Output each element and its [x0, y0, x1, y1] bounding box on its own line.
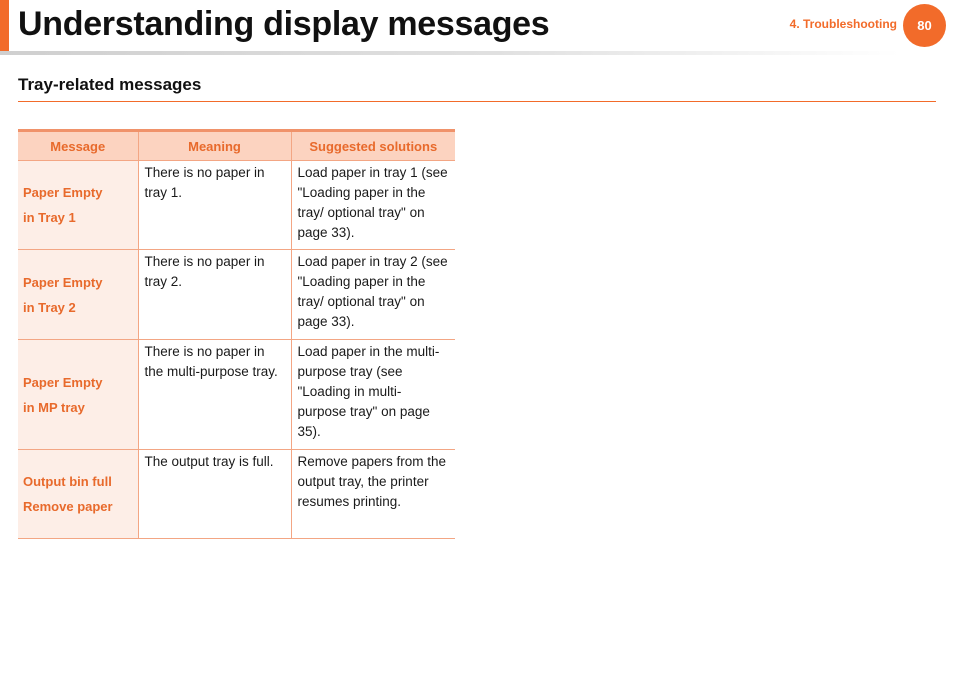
column-header-meaning: Meaning	[138, 131, 291, 161]
meaning-cell: There is no paper in tray 1.	[138, 161, 291, 250]
message-cell	[18, 250, 138, 340]
section-heading: Tray-related messages	[18, 75, 202, 94]
message-text: Paper Empty	[23, 274, 103, 290]
message-text: Output bin full	[23, 474, 112, 489]
meaning-cell: There is no paper in the multi-purpose tray.	[138, 340, 291, 450]
message-cell	[18, 450, 138, 539]
message-text: in Tray 2	[23, 299, 76, 315]
solution-cell: Remove papers from the output tray, the printer resumes printing.	[291, 450, 455, 539]
solution-cell: Load paper in the multi-purpose tray (see "Loading in multi-purpose tray" on page 35).	[291, 340, 455, 450]
column-header-solutions: Suggested solutions	[291, 131, 455, 161]
page-title: Understanding display messages	[18, 5, 550, 43]
meaning-cell: There is no paper in tray 2.	[138, 250, 291, 340]
message-text: Paper Empty	[23, 185, 103, 200]
chapter-link[interactable]: 4. Troubleshooting	[789, 17, 897, 31]
table-row	[18, 340, 455, 450]
title-accent-bar	[0, 0, 9, 52]
message-text: in MP tray	[23, 399, 85, 415]
section-divider	[18, 101, 936, 102]
solution-cell: Load paper in tray 1 (see "Loading paper in the tray/ optional tray" on page 33).	[291, 161, 455, 250]
message-text: Remove paper	[23, 499, 113, 514]
message-text: in Tray 1	[23, 210, 76, 225]
table-header-row	[18, 131, 455, 161]
column-header-message: Message	[18, 131, 138, 161]
solution-cell: Load paper in tray 2 (see "Loading paper in the tray/ optional tray" on page 33).	[291, 250, 455, 340]
meaning-cell: The output tray is full.	[138, 450, 291, 539]
table-row	[18, 450, 455, 539]
message-text: Paper Empty	[23, 374, 103, 390]
table-row	[18, 161, 455, 250]
message-cell	[18, 161, 138, 250]
messages-table	[18, 129, 455, 539]
page-number-badge: 80	[903, 4, 946, 47]
title-underline	[0, 51, 900, 55]
table-row	[18, 250, 455, 340]
message-cell	[18, 340, 138, 450]
